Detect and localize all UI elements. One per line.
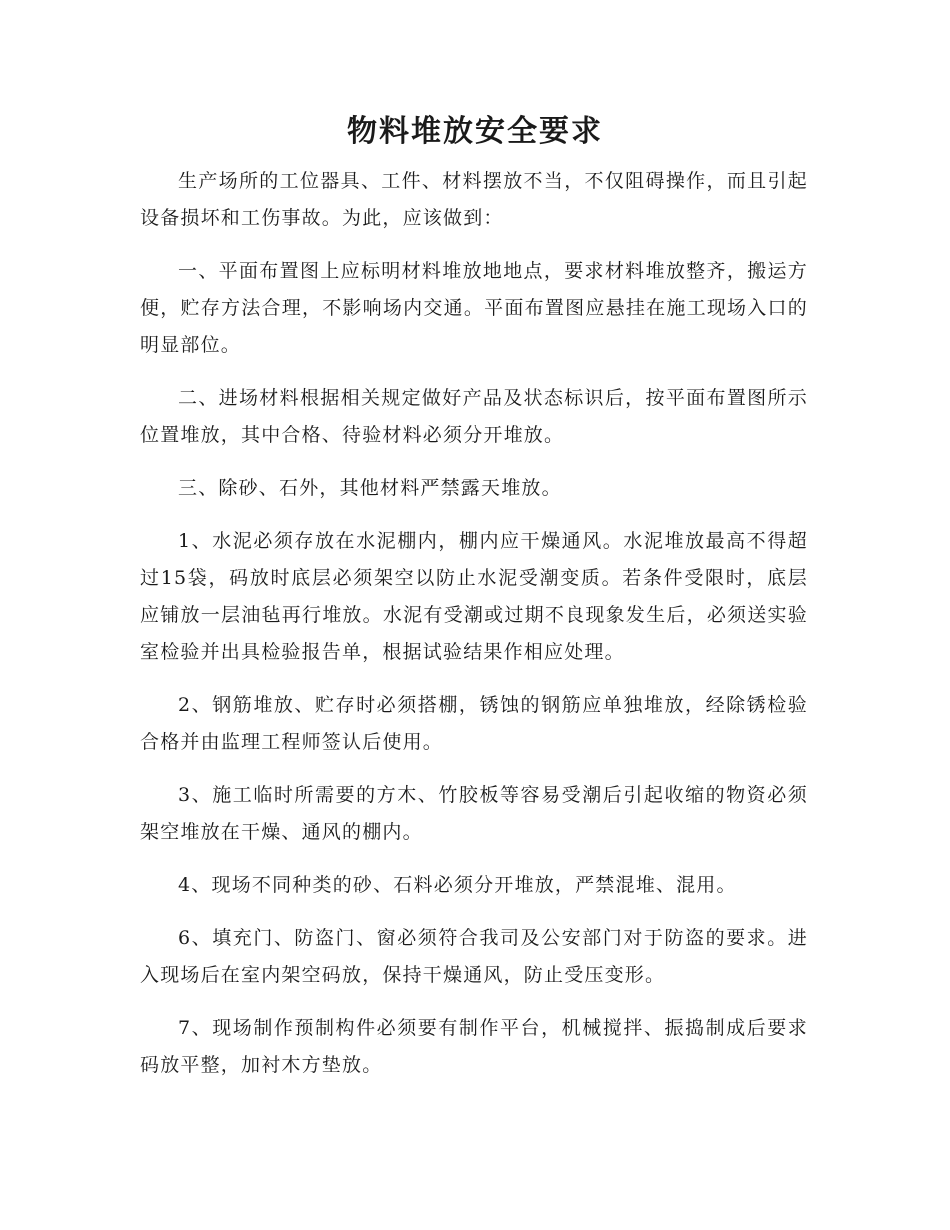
paragraph-doors-windows: 6、填充门、防盗门、窗必须符合我司及公安部门对于防盗的要求。进入现场后在室内架空码放，保持干燥通风，防止受压变形。	[140, 927, 808, 986]
paragraph-no-open-air: 三、除砂、石外，其他材料严禁露天堆放。	[178, 477, 562, 499]
document-body	[140, 163, 808, 1100]
paragraph-sand-stone: 4、现场不同种类的砂、石料必须分开堆放，严禁混堆、混用。	[178, 874, 737, 896]
paragraph-rebar: 2、钢筋堆放、贮存时必须搭棚，锈蚀的钢筋应单独堆放，经除锈检验合格并由监理工程师签认后使用。	[140, 694, 808, 753]
document-title: 物料堆放安全要求	[347, 114, 603, 149]
paragraph-precast: 7、现场制作预制构件必须要有制作平台，机械搅拌、振捣制成后要求码放平整，加衬木方垫放。	[140, 1017, 808, 1076]
paragraph-layout-plan: 一、平面布置图上应标明材料堆放地地点，要求材料堆放整齐，搬运方便，贮存方法合理，不影响场内交通。平面布置图应悬挂在施工现场入口的明显部位。	[140, 260, 808, 356]
paragraph-incoming-materials: 二、进场材料根据相关规定做好产品及状态标识后，按平面布置图所示位置堆放，其中合格、待验材料必须分开堆放。	[140, 387, 808, 446]
paragraph-intro: 生产场所的工位器具、工件、材料摆放不当，不仅阻碍操作，而且引起设备损坏和工伤事故。为此，应该做到：	[140, 170, 808, 229]
paragraph-timber: 3、施工临时所需要的方木、竹胶板等容易受潮后引起收缩的物资必须架空堆放在干燥、通风的棚内。	[140, 784, 808, 843]
paragraph-cement: 1、水泥必须存放在水泥棚内，棚内应干燥通风。水泥堆放最高不得超过15袋，码放时底层必须架空以防止水泥受潮变质。若条件受限时，底层应铺放一层油毡再行堆放。水泥有受潮或过期不良现象发生后，必须送实验室检验并出具检验报告单，根据试验结果作相应处理。	[140, 530, 808, 663]
